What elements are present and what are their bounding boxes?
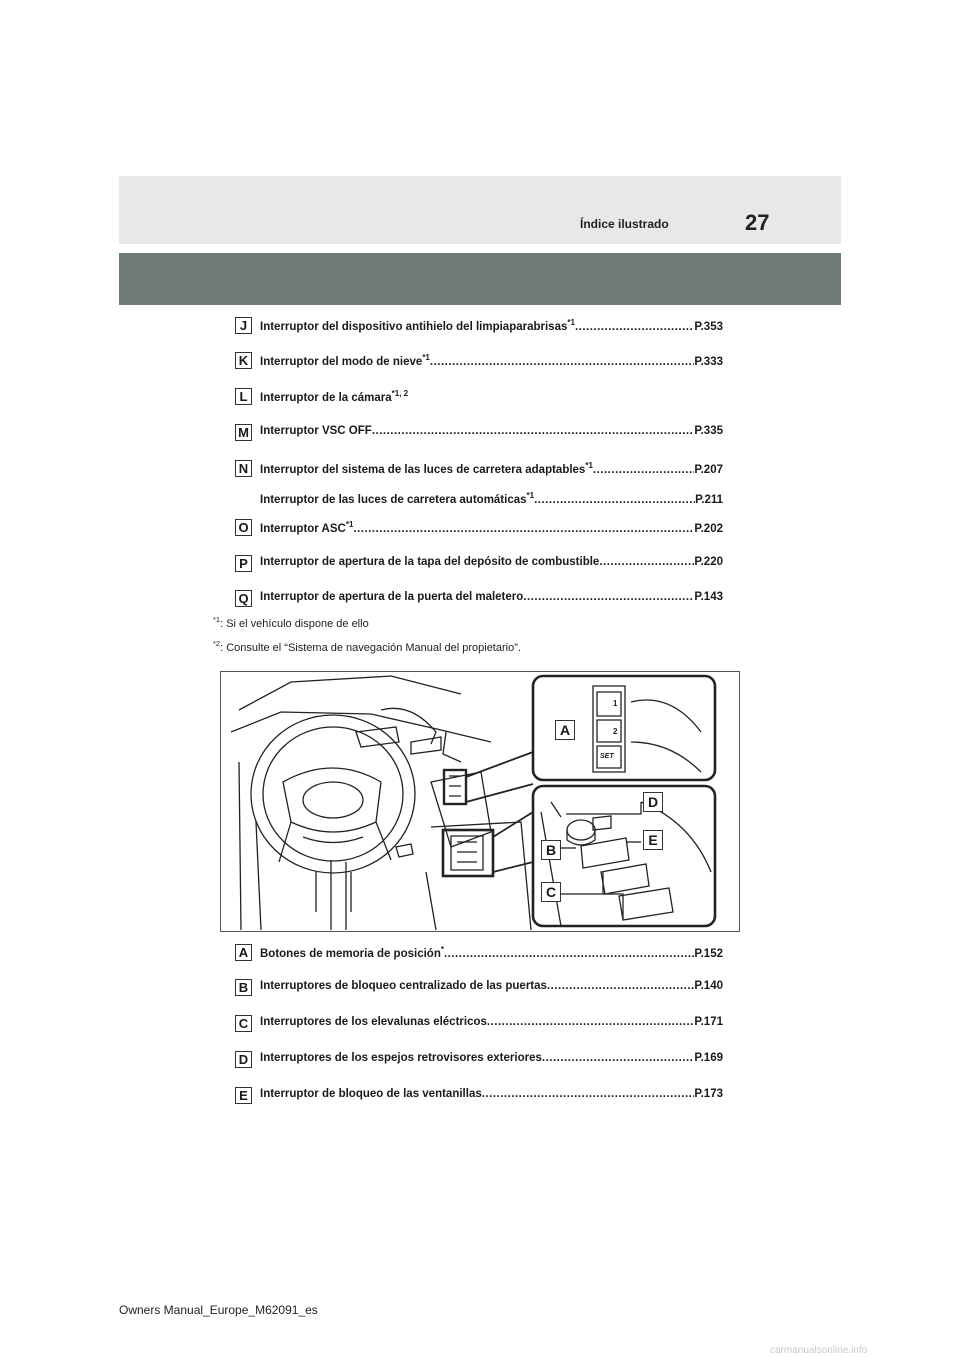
key-box: Q [235, 590, 252, 607]
page-reference[interactable]: P.202 [694, 523, 723, 535]
entry-label: Interruptor del modo de nieve [260, 356, 423, 368]
entry-label: Interruptores de bloqueo centralizado de las puertas [260, 980, 547, 992]
entry-label: Interruptor VSC OFF [260, 425, 372, 437]
footnote [213, 615, 369, 630]
key-box: D [235, 1051, 252, 1068]
key-box: J [235, 317, 252, 334]
footer-text: Owners Manual_Europe_M62091_es [119, 1303, 318, 1317]
footnote [213, 639, 521, 654]
entry-superscript: *1 [585, 461, 593, 470]
header-band [119, 176, 841, 244]
page-reference[interactable]: P.211 [695, 494, 723, 506]
page-reference[interactable]: P.333 [694, 356, 723, 368]
page-reference[interactable]: P.353 [694, 321, 723, 333]
memory-button-1-label: 1 [613, 699, 618, 708]
entry-superscript: *1 [567, 318, 575, 327]
page-reference[interactable]: P.169 [694, 1052, 723, 1064]
page-reference[interactable]: P.173 [694, 1088, 723, 1100]
page-reference[interactable]: P.143 [694, 591, 723, 603]
page-reference[interactable]: P.171 [694, 1016, 723, 1028]
figure-label-d: D [643, 792, 663, 812]
key-box: L [235, 388, 252, 405]
page-reference[interactable]: P.207 [694, 464, 723, 476]
key-box: O [235, 519, 252, 536]
index-entry [235, 424, 723, 442]
figure-label-c: C [541, 882, 561, 902]
entry-label: Interruptor del dispositivo antihielo del limpiaparabrisas [260, 321, 568, 333]
cabin-illustration [220, 671, 740, 932]
page-reference[interactable]: P.220 [694, 556, 723, 568]
entry-label: Interruptores de los espejos retrovisores exteriores [260, 1052, 542, 1064]
index-entry [235, 519, 723, 537]
entry-superscript: *1 [526, 491, 535, 500]
key-box: E [235, 1087, 252, 1104]
index-entry [235, 490, 723, 508]
figure-label-a: A [555, 720, 575, 740]
entry-label: Interruptores de los elevalunas eléctricos [260, 1016, 487, 1028]
footnote-mark: *1 [213, 615, 221, 624]
entry-superscript: * [440, 945, 444, 954]
page-number: 27 [745, 210, 770, 235]
key-box: C [235, 1015, 252, 1032]
memory-button-2-label: 2 [613, 727, 618, 736]
index-entry [235, 1015, 723, 1033]
footnote-text: : Si el vehículo dispone de ello [220, 618, 369, 630]
index-entry [235, 555, 723, 573]
index-entry [235, 1087, 723, 1105]
index-entry [235, 388, 723, 406]
entry-superscript: *1 [422, 353, 430, 362]
section-title: Índice ilustrado [580, 217, 669, 231]
entry-superscript: *1, 2 [391, 389, 409, 398]
key-box: A [235, 944, 252, 961]
entry-label: Interruptor ASC [260, 523, 346, 535]
entry-label: Interruptor de apertura de la tapa del depósito de combustible [260, 556, 600, 568]
key-box: P [235, 555, 252, 572]
index-entry [235, 979, 723, 997]
page-reference[interactable]: P.140 [694, 980, 723, 992]
page-reference[interactable]: P.152 [694, 948, 723, 960]
entry-superscript: *1 [345, 520, 354, 529]
watermark: carmanualsonline.info [770, 1345, 868, 1356]
footnote-text: : Consulte el “Sistema de navegación Manual del propietario”. [220, 642, 521, 654]
index-entry [235, 590, 723, 608]
memory-button-set-label: SET [600, 753, 614, 760]
key-box: B [235, 979, 252, 996]
entry-label: Interruptor de la cámara [260, 392, 392, 404]
entry-label: Interruptor de las luces de carretera automáticas [260, 494, 527, 506]
key-box: M [235, 424, 252, 441]
index-entry [235, 1051, 723, 1069]
index-entry [235, 460, 723, 478]
index-entry [235, 317, 723, 335]
footnote-mark: *2 [213, 639, 221, 648]
entry-label: Interruptor del sistema de las luces de carretera adaptables [260, 464, 586, 476]
index-entry [235, 944, 723, 962]
figure-label-e: E [643, 830, 663, 850]
page-reference[interactable]: P.335 [694, 425, 723, 437]
entry-label: Interruptor de bloqueo de las ventanillas [260, 1088, 482, 1100]
entry-label: Interruptor de apertura de la puerta del maletero [260, 591, 524, 603]
entry-label: Botones de memoria de posición [260, 948, 441, 960]
key-box: N [235, 460, 252, 477]
index-entry [235, 352, 723, 370]
section-title-bar [119, 253, 841, 305]
figure-label-b: B [541, 840, 561, 860]
key-box: K [235, 352, 252, 369]
